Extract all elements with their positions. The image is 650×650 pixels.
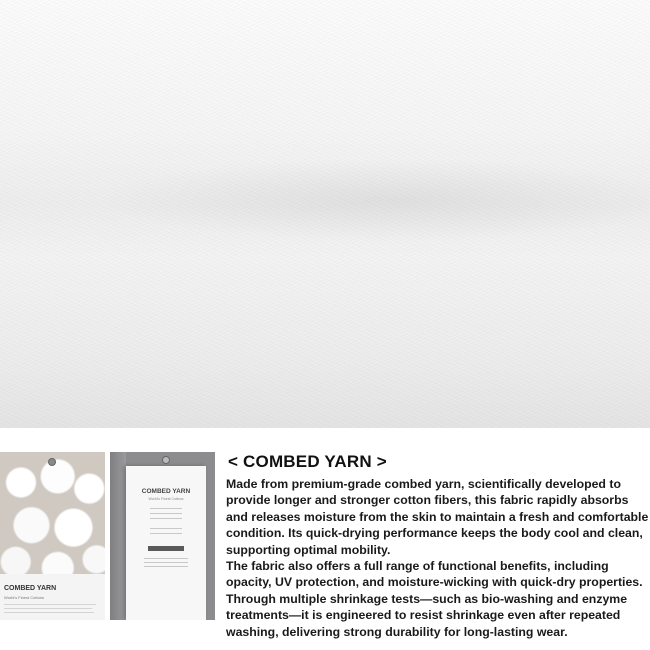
description-text (226, 476, 650, 640)
tag-fine-print-line (150, 528, 182, 529)
tag-fine-print-line (144, 562, 188, 563)
section-heading: < COMBED YARN > (228, 452, 387, 471)
tag-fine-print-line (144, 558, 188, 559)
hang-tag-subtitle: World's Finest Cottons (148, 497, 184, 501)
card-fine-print-line (4, 604, 96, 605)
tag-fine-print-line (150, 513, 182, 514)
tag-fine-print-line (150, 533, 182, 534)
description-paragraph-2: The fabric also offers a full range of functional benefits, including opacity, UV protection, and moisture-wicking with quick-dry properties. Through multiple shrinkage tests—such as bio-washing and enzyme treatments—it is engineered to resist shrinkage even after repeated washing, delivering strong durability for long-lasting wear. (226, 559, 643, 639)
description-paragraph-1: Made from premium-grade combed yarn, scientifically developed to provide longer and stronger cotton fibers, this fabric rapidly absorbs and releases moisture from the skin to maintain a fresh and comfortable condition. Its quick-drying performance keeps the body cool and clean, supporting optimal mobility. (226, 477, 649, 557)
tag-fine-print-line (144, 566, 188, 567)
tag-fine-print-line (150, 518, 182, 519)
cotton-card-subtitle: World's Finest Cottons (4, 595, 45, 600)
tag-grommet-icon (162, 456, 170, 464)
tag-logo-stamp (148, 546, 184, 551)
card-hole-icon (48, 458, 56, 466)
card-fine-print-line (4, 612, 94, 613)
hang-tag (126, 466, 206, 620)
cotton-boll-image (0, 452, 105, 574)
tag-string-background (110, 452, 126, 620)
hang-tag-photo (110, 452, 215, 620)
cotton-card-title: COMBED YARN (4, 585, 57, 592)
tag-fine-print-line (150, 508, 182, 509)
card-fine-print-line (4, 608, 92, 609)
cotton-boll-card-photo (0, 452, 105, 620)
hang-tag-title: COMBED YARN (141, 488, 191, 495)
